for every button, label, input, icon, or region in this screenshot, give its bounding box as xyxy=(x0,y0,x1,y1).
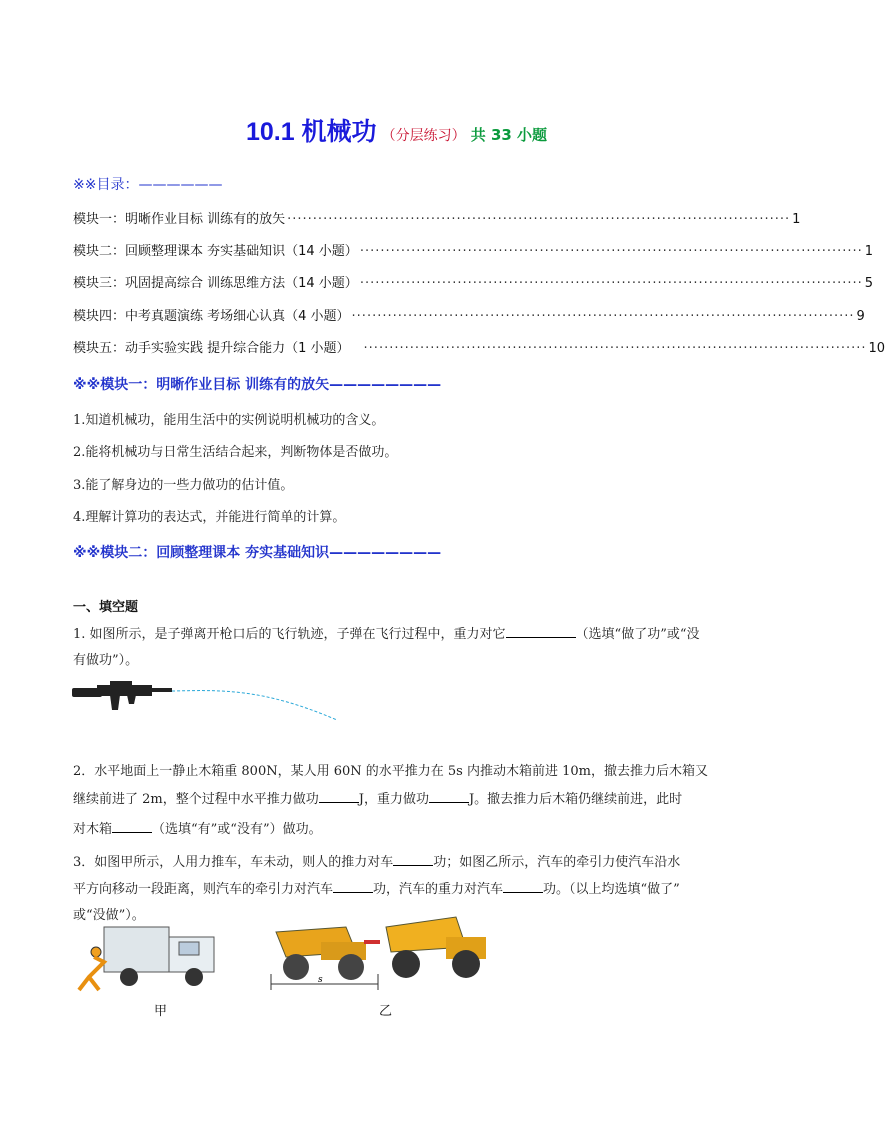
toc-item[interactable]: 模块四：中考真题演练 考场细心认真（4 小题） ·································································································· 9 xyxy=(73,309,865,324)
answer-blank[interactable] xyxy=(429,790,469,803)
rifle-trajectory-figure xyxy=(72,678,342,722)
question-2-cont: 对木箱 （选填“有”或“没有”）做功。 xyxy=(73,822,322,837)
objective: 1.知道机械功，能用生活中的实例说明机械功的含义。 xyxy=(73,413,385,428)
question-3-cont: 或“没做”）。 xyxy=(73,908,145,923)
person-pushing-truck-figure xyxy=(74,922,224,997)
toc-item[interactable]: 模块三：巩固提高综合 训练思维方法（14 小题） ·································································································· 5 xyxy=(73,276,874,291)
question-1-cont: 有做功”）。 xyxy=(73,653,139,668)
answer-blank[interactable] xyxy=(319,790,359,803)
distance-label: s xyxy=(318,975,323,985)
answer-blank[interactable] xyxy=(112,820,152,833)
figure-label-yi: 乙 xyxy=(379,1004,393,1019)
question-1: 1. 如图所示，是子弹离开枪口后的飞行轨迹，子弹在飞行过程中，重力对它 （选填“做了功”或“没 xyxy=(73,627,700,642)
section-heading: 一、填空题 xyxy=(73,600,139,615)
question-2: 2．水平地面上一静止木箱重 800N，某人用 60N 的水平推力在 5s 内推动木箱前进 10m，撤去推力后木箱又 xyxy=(73,764,708,779)
person-icon xyxy=(79,947,104,990)
question-2-cont: 继续前进了 2m，整个过程中水平推力做功 J，重力做功 J。撤去推力后木箱仍继续前进，此时 xyxy=(73,792,683,807)
figure-label-jia: 甲 xyxy=(154,1004,168,1019)
toc-item[interactable]: 模块一：明晰作业目标 训练有的放矢 ·································································································· 1 xyxy=(73,212,801,227)
page-title: 10.1 机械功 （分层练习） 共 33 小题 xyxy=(245,118,548,146)
module1-heading: ※※模块一：明晰作业目标 训练有的放矢———————— xyxy=(73,377,442,393)
toc-item[interactable]: 模块五：动手实验实践 提升综合能力（1 小题） ·································································································· 10 xyxy=(73,341,885,356)
module2-heading: ※※模块二：回顾整理课本 夯实基础知识———————— xyxy=(73,545,442,561)
toc-heading: ※※目录：—————— xyxy=(73,177,223,193)
question-3-cont: 平方向移动一段距离，则汽车的牵引力对汽车 功，汽车的重力对汽车 功。（以上均选填“做了” xyxy=(73,882,680,897)
dump-trucks-figure xyxy=(266,912,496,992)
objective: 2.能将机械功与日常生活结合起来，判断物体是否做功。 xyxy=(73,445,398,460)
question-3: 3．如图甲所示，人用力推车，车未动，则人的推力对车 功；如图乙所示，汽车的牵引力使汽车沿水 xyxy=(73,855,681,870)
answer-blank[interactable] xyxy=(506,625,576,638)
objective: 3.能了解身边的一些力做功的估计值。 xyxy=(73,478,294,493)
toc-item[interactable]: 模块二：回顾整理课本 夯实基础知识（14 小题） ·································································································· 1 xyxy=(73,244,874,259)
objective: 4.理解计算功的表达式，并能进行简单的计算。 xyxy=(73,510,346,525)
answer-blank[interactable] xyxy=(393,853,433,866)
answer-blank[interactable] xyxy=(333,880,373,893)
trajectory-line xyxy=(172,691,337,720)
answer-blank[interactable] xyxy=(503,880,543,893)
rifle-icon xyxy=(72,681,172,710)
